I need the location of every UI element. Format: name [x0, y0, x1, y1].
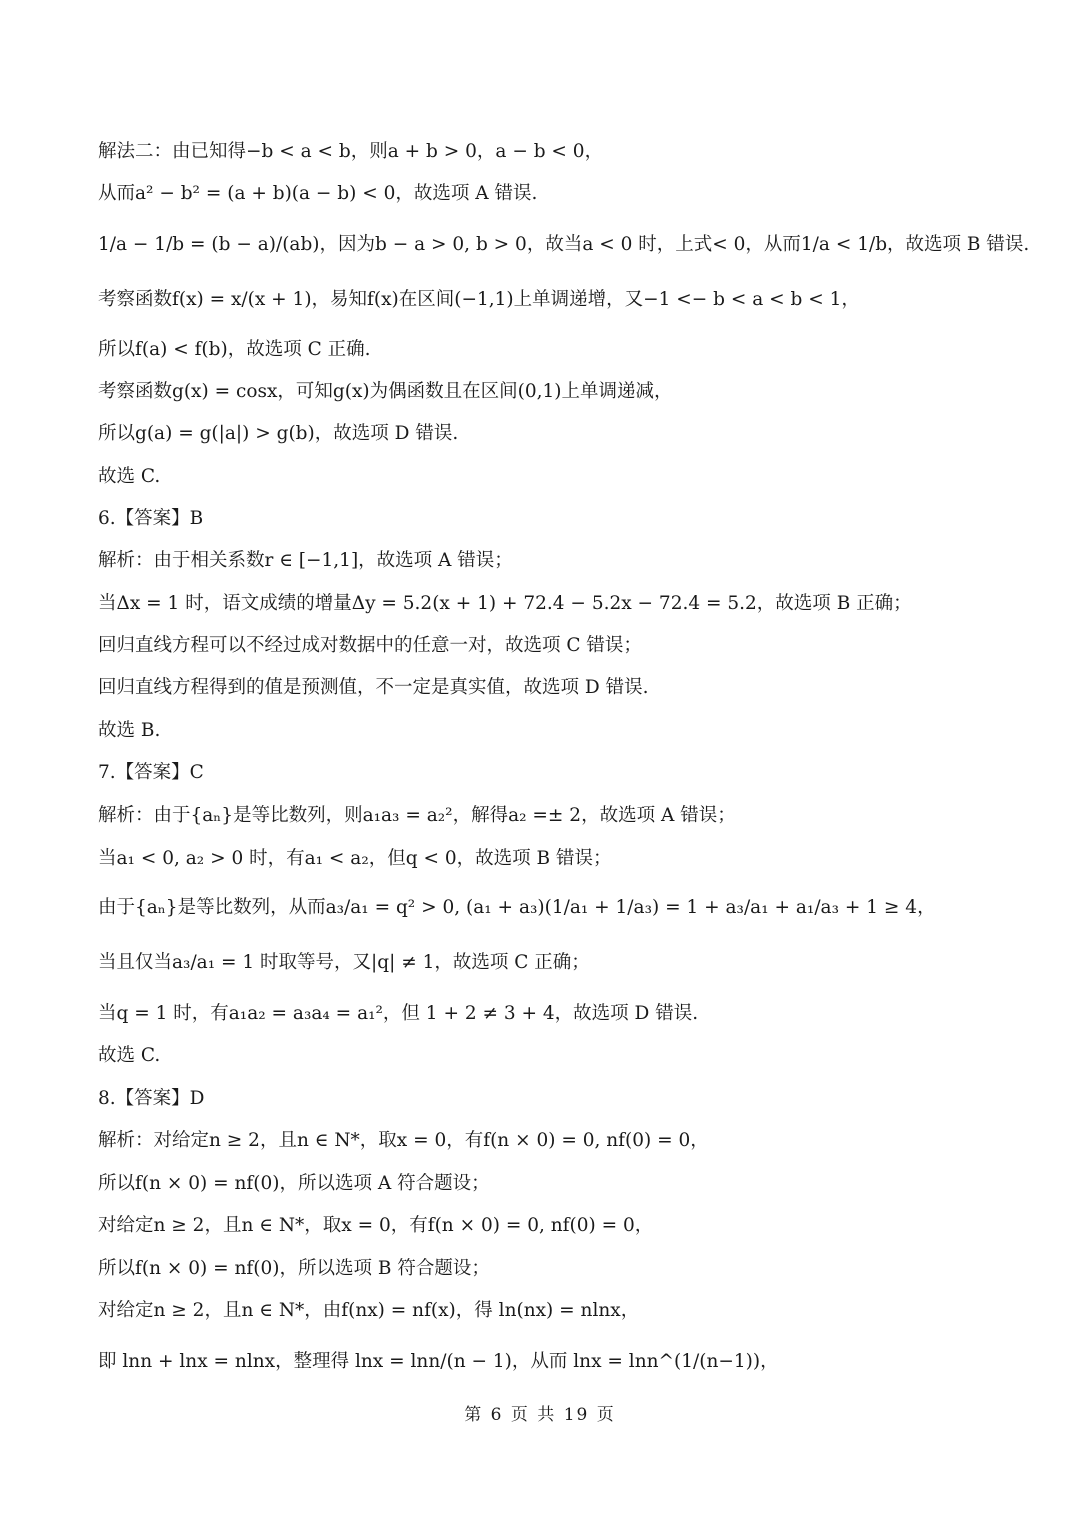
- text-line: 当q = 1 时，有a₁a₂ = a₃a₄ = a₁²，但 1 + 2 ≠ 3 + 4，故选项 D 错误.: [98, 1003, 699, 1024]
- text-line: 当且仅当a₃/a₁ = 1 时取等号，又|q| ≠ 1，故选项 C 正确；: [98, 952, 590, 973]
- text-line: 回归直线方程得到的值是预测值，不一定是真实值，故选项 D 错误.: [98, 677, 649, 698]
- text-line: 解析：由于相关系数r ∈ [−1,1]，故选项 A 错误；: [98, 550, 513, 571]
- section-heading: 7.【答案】C: [98, 762, 204, 783]
- text-line: 所以f(a) < f(b)，故选项 C 正确.: [98, 339, 371, 360]
- text-line: 当a₁ < 0, a₂ > 0 时，有a₁ < a₂，但q < 0，故选项 B 错误；: [98, 848, 612, 869]
- text-line: 由于{aₙ}是等比数列，从而a₃/a₁ = q² > 0, (a₁ + a₃)(1/a₁ + 1/a₃) = 1 + a₃/a₁ + a₁/a₃ + 1 ≥ 4，: [98, 897, 936, 918]
- text-line: 所以f(n × 0) = nf(0)，所以选项 A 符合题设；: [98, 1173, 490, 1194]
- text-line: 所以g(a) = g(|a|) > g(b)，故选项 D 错误.: [98, 423, 459, 444]
- section-heading: 8.【答案】D: [98, 1088, 205, 1109]
- text-line: 考察函数g(x) = cosx，可知g(x)为偶函数且在区间(0,1)上单调递减，: [98, 381, 673, 402]
- page-footer: 第 6 页 共 19 页: [464, 1405, 616, 1425]
- text-line: 考察函数f(x) = x/(x + 1)，易知f(x)在区间(−1,1)上单调递增，又−1 <− b < a < b < 1，: [98, 289, 860, 310]
- text-line: 当Δx = 1 时，语文成绩的增量Δy = 5.2(x + 1) + 72.4 − 5.2x − 72.4 = 5.2，故选项 B 正确；: [98, 593, 912, 614]
- text-line: 所以f(n × 0) = nf(0)，所以选项 B 符合题设；: [98, 1258, 490, 1279]
- text-line: 故选 C.: [98, 1045, 161, 1066]
- text-line: 即 lnn + lnx = nlnx，整理得 lnx = lnn/(n − 1)，从而 lnx = lnn^(1/(n−1))，: [98, 1351, 779, 1372]
- text-line: 故选 B.: [98, 720, 161, 741]
- text-line: 解析：由于{aₙ}是等比数列，则a₁a₃ = a₂²，解得a₂ =± 2，故选项 A 错误；: [98, 805, 736, 826]
- section-heading: 6.【答案】B: [98, 508, 204, 529]
- text-line: 解法二：由已知得−b < a < b，则a + b > 0，a − b < 0，: [98, 141, 604, 162]
- text-line: 对给定n ≥ 2，且n ∈ N*，取x = 0，有f(n × 0) = 0, nf(0) = 0，: [98, 1215, 654, 1236]
- text-line: 对给定n ≥ 2，且n ∈ N*，由f(nx) = nf(x)，得 ln(nx) = nlnx，: [98, 1300, 640, 1321]
- text-line: 故选 C.: [98, 466, 161, 487]
- text-line: 解析：对给定n ≥ 2，且n ∈ N*，取x = 0，有f(n × 0) = 0, nf(0) = 0，: [98, 1130, 709, 1151]
- text-line: 1/a − 1/b = (b − a)/(ab)，因为b − a > 0, b > 0，故当a < 0 时，上式< 0，从而1/a < 1/b，故选项 B 错误.: [98, 234, 1030, 255]
- text-line: 从而a² − b² = (a + b)(a − b) < 0，故选项 A 错误.: [98, 183, 538, 204]
- text-line: 回归直线方程可以不经过成对数据中的任意一对，故选项 C 错误；: [98, 635, 642, 656]
